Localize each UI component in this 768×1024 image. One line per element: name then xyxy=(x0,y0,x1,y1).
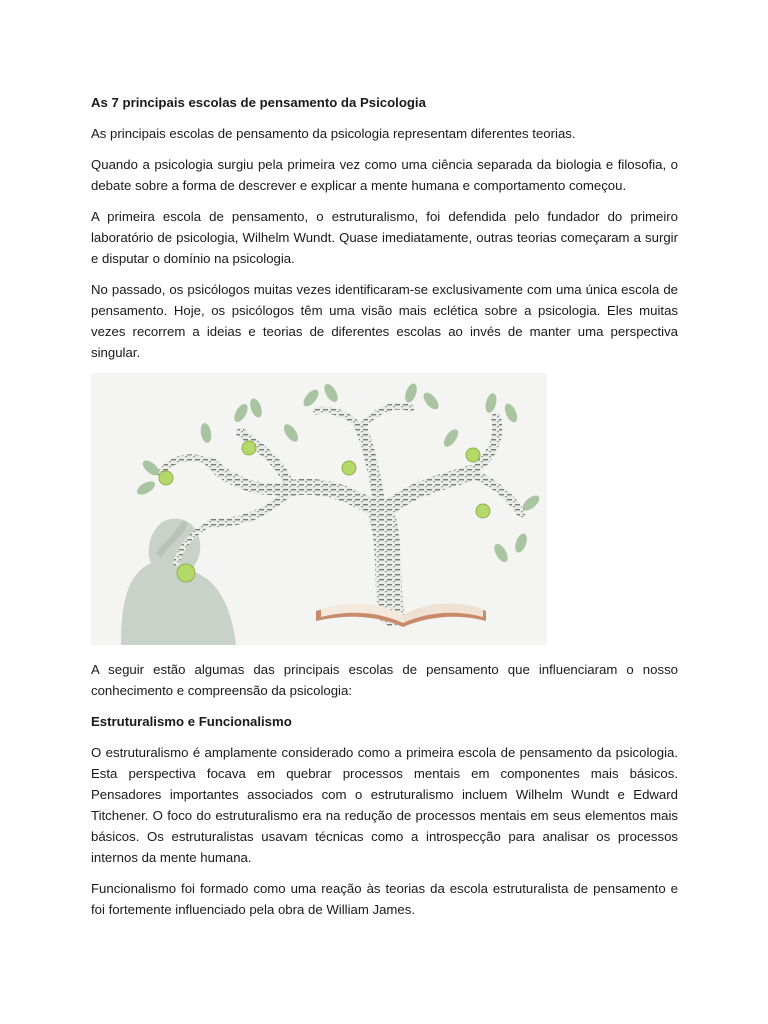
document-page xyxy=(91,92,678,930)
section-heading: Estruturalismo e Funcionalismo xyxy=(91,714,292,729)
section-paragraph-1: O estruturalismo é amplamente considerado como a primeira escola de pensamento da psicologia. Esta perspectiva focava em quebrar processos mentais em componentes mais básicos. Pensadores importantes associados com o estruturalismo incluem Wilhelm Wundt e Edward Titchener. O foco do estruturalismo era na redução de processos mentais em seus elementos mais básicos. Os estruturalistas usavam técnicas como a introspecção para analisar os processos internos da mente humana. xyxy=(91,745,678,865)
intro-paragraph-4: No passado, os psicólogos muitas vezes identificaram-se exclusivamente com uma única escola de pensamento. Hoje, os psicólogos têm uma visão mais eclética sobre a psicologia. Eles muitas vezes recorrem a ideias e teorias de diferentes escolas ao invés de manter uma perspectiva singular. xyxy=(91,282,678,360)
tree-of-knowledge-illustration xyxy=(91,373,547,645)
section-paragraph-2: Funcionalismo foi formado como uma reação às teorias da escola estruturalista de pensamento e foi fortemente influenciado pela obra de William James. xyxy=(91,881,678,917)
after-figure-paragraph: A seguir estão algumas das principais escolas de pensamento que influenciaram o nosso conhecimento e compreensão da psicologia: xyxy=(91,662,678,698)
tree-illustration-svg xyxy=(91,373,547,645)
intro-paragraph-1: As principais escolas de pensamento da psicologia representam diferentes teorias. xyxy=(91,126,576,141)
tree-branches xyxy=(161,406,521,613)
document-title: As 7 principais escolas de pensamento da Psicologia xyxy=(91,95,426,110)
intro-paragraph-2: Quando a psicologia surgiu pela primeira vez como uma ciência separada da biologia e filosofia, o debate sobre a forma de descrever e explicar a mente humana e comportamento começou. xyxy=(91,157,678,193)
person-silhouette xyxy=(121,519,236,645)
intro-paragraph-3: A primeira escola de pensamento, o estruturalismo, foi defendida pelo fundador do primeiro laboratório de psicologia, Wilhelm Wundt. Quase imediatamente, outras teorias começaram a surgir e disputar o domínio na psicologia. xyxy=(91,209,678,266)
